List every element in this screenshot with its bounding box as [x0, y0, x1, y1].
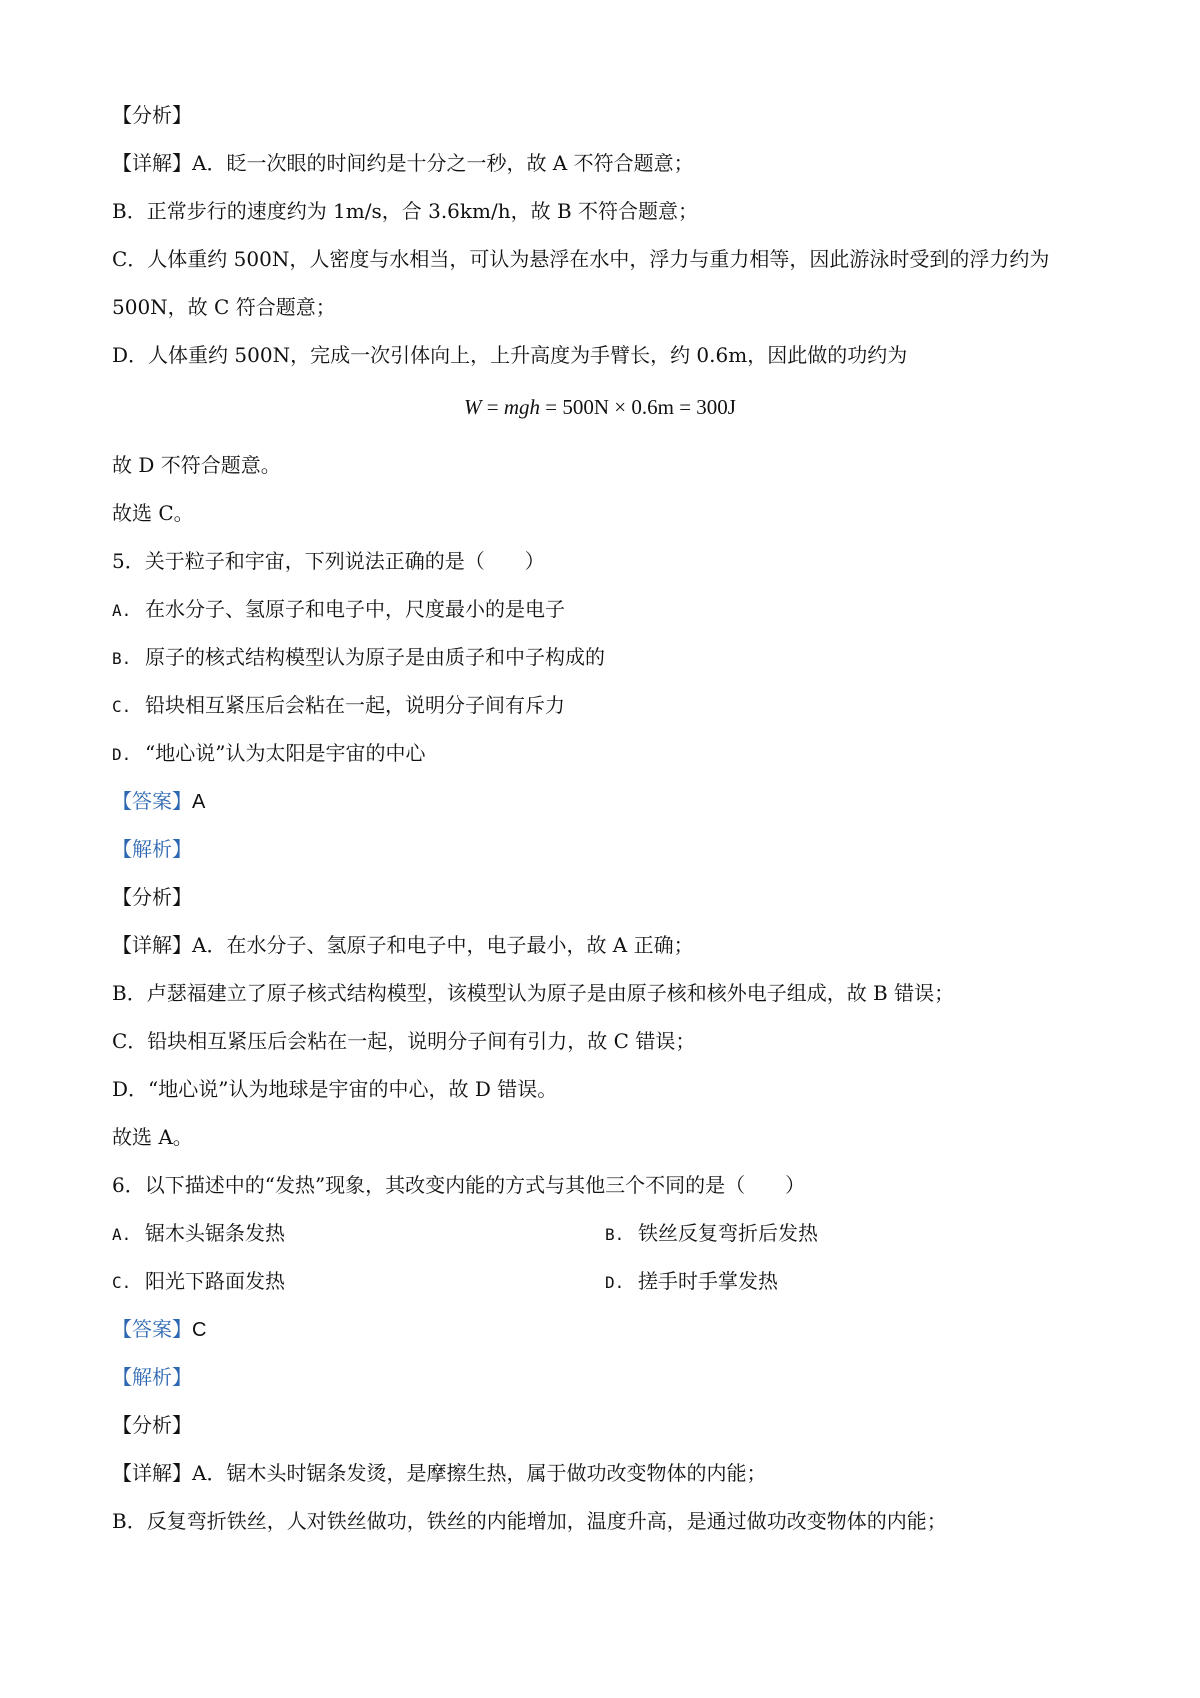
q5-option-d [112, 740, 425, 768]
q6-detail-a: 【详解】A．锯木头时锯条发烫，是摩擦生热，属于做功改变物体的内能； [112, 1461, 767, 1485]
option-text: 阳光下路面发热 [145, 1269, 285, 1293]
detail-line-d: D．人体重约 500N，完成一次引体向上，上升高度为手臂长，约 0.6m，因此做的功约为 [112, 343, 908, 367]
option-letter: D. [605, 1273, 625, 1292]
analysis-heading: 【分析】 [112, 103, 192, 127]
q5-analysis-heading: 【分析】 [112, 885, 192, 909]
answer-label: 【答案】 [112, 789, 192, 813]
q6-answer [112, 1316, 206, 1343]
option-text: 搓手时手掌发热 [638, 1269, 778, 1293]
option-text: 在水分子、氢原子和电子中，尺度最小的是电子 [145, 597, 565, 621]
question-5-stem: 5．关于粒子和宇宙，下列说法正确的是（ ） [112, 549, 545, 573]
question-6-stem: 6．以下描述中的“发热”现象，其改变内能的方式与其他三个不同的是（ ） [112, 1173, 806, 1197]
q5-detail-a: 【详解】A．在水分子、氢原子和电子中，电子最小，故 A 正确； [112, 933, 694, 957]
formula-result: = 500N × 0.6m = 300J [540, 395, 736, 419]
formula-eq: = [481, 395, 504, 419]
q5-detail-b: B．卢瑟福建立了原子核式结构模型，该模型认为原子是由原子核和核外电子组成，故 B 错误； [112, 981, 955, 1005]
option-letter: B. [112, 649, 132, 668]
q5-detail-c: C．铅块相互紧压后会粘在一起，说明分子间有引力，故 C 错误； [112, 1029, 696, 1053]
option-letter: A. [112, 1225, 132, 1244]
option-text: 铁丝反复弯折后发热 [638, 1221, 818, 1245]
option-letter: A. [112, 601, 132, 620]
option-text: 原子的核式结构模型认为原子是由质子和中子构成的 [145, 645, 605, 669]
formula-w: W [464, 395, 482, 419]
final-choice: 故选 C。 [112, 501, 194, 525]
q5-option-b [112, 644, 605, 672]
option-text: 锯木头锯条发热 [145, 1221, 285, 1245]
q5-detail-d: D．“地心说”认为地球是宇宙的中心，故 D 错误。 [112, 1077, 558, 1101]
detail-line-c-continued: 500N，故 C 符合题意； [112, 295, 336, 319]
q5-answer [112, 788, 205, 815]
conclusion-d: 故 D 不符合题意。 [112, 453, 281, 477]
q6-option-d [605, 1268, 778, 1296]
q5-option-a [112, 596, 565, 624]
option-text: “地心说”认为太阳是宇宙的中心 [145, 741, 426, 765]
option-letter: B. [605, 1225, 625, 1244]
q6-analysis-heading: 【分析】 [112, 1413, 192, 1437]
answer-value: A [192, 791, 206, 813]
answer-value: C [192, 1319, 207, 1341]
detail-line-b: B．正常步行的速度约为 1m/s，合 3.6km/h，故 B 不符合题意； [112, 199, 699, 223]
q5-explanation-label: 【解析】 [112, 837, 192, 861]
q6-explanation-label: 【解析】 [112, 1365, 192, 1389]
work-formula [0, 394, 1200, 420]
detail-line-a: 【详解】A．眨一次眼的时间约是十分之一秒，故 A 不符合题意； [112, 151, 694, 175]
option-text: 铅块相互紧压后会粘在一起，说明分子间有斥力 [145, 693, 565, 717]
option-letter: C. [112, 1273, 132, 1292]
q6-detail-b: B．反复弯折铁丝，人对铁丝做功，铁丝的内能增加，温度升高，是通过做功改变物体的内能； [112, 1509, 947, 1533]
q6-option-c [112, 1268, 285, 1296]
option-letter: C. [112, 697, 132, 716]
q6-option-a [112, 1220, 285, 1248]
q6-option-b [605, 1220, 818, 1248]
detail-line-c: C．人体重约 500N，人密度与水相当，可认为悬浮在水中，浮力与重力相等，因此游泳时受到的浮力约为 [112, 247, 1050, 271]
option-letter: D. [112, 745, 132, 764]
q5-option-c [112, 692, 565, 720]
formula-mgh: mgh [503, 395, 541, 419]
answer-label: 【答案】 [112, 1317, 192, 1341]
q5-final-choice: 故选 A。 [112, 1125, 193, 1149]
